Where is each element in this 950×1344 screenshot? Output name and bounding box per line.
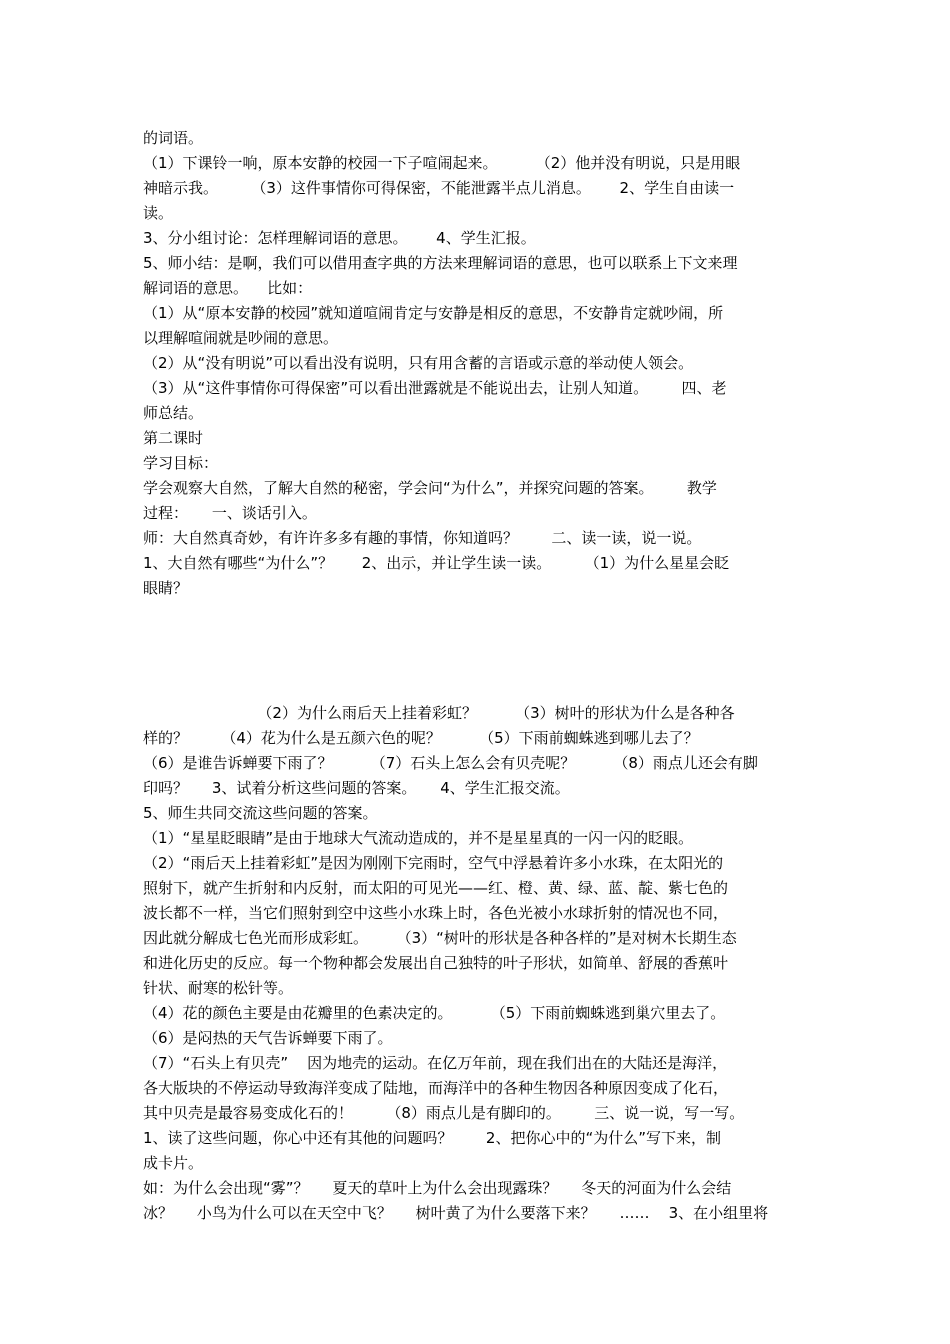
text-line: 师：大自然真奇妙，有许许多多有趣的事情，你知道吗？ 二、读一读，说一说。	[143, 529, 702, 547]
text-line: 如：为什么会出现“雾”？ 夏天的草叶上为什么会出现露珠？ 冬天的河面为什么会结	[143, 1179, 732, 1197]
text-line: 印吗？ 3、试着分析这些问题的答案。 4、学生汇报交流。	[143, 779, 570, 797]
text-line: 过程： 一、谈话引入。	[143, 504, 317, 522]
text-line: 1、大自然有哪些“为什么”？ 2、出示，并让学生读一读。 （1）为什么星星会眨	[143, 554, 730, 572]
text-line: （1）“星星眨眼睛”是由于地球大气流动造成的，并不是星星真的一闪一闪的眨眼。	[143, 829, 694, 847]
text-line: 冰？ 小鸟为什么可以在天空中飞？ 树叶黄了为什么要落下来？ …… 3、在小组里将	[143, 1204, 769, 1222]
text-line: 照射下，就产生折射和内反射，而太阳的可见光——红、橙、黄、绿、蓝、靛、紫七色的	[143, 879, 729, 897]
text-line: 其中贝壳是最容易变成化石的！ （8）雨点儿是有脚印的。 三、说一说，写一写。	[143, 1104, 745, 1122]
text-line: 成卡片。	[143, 1154, 204, 1172]
text-line: 3、分小组讨论：怎样理解词语的意思。 4、学生汇报。	[143, 229, 536, 247]
text-line: （1）下课铃一响，原本安静的校园一下子喧闹起来。 （2）他并没有明说，只是用眼	[143, 154, 741, 172]
text-line: 学会观察大自然，了解大自然的秘密，学会问“为什么”，并探究问题的答案。 教学	[143, 479, 717, 497]
text-line: 波长都不一样，当它们照射到空中这些小水珠上时，各色光被小水球折射的情况也不同，	[143, 904, 729, 922]
text-line: 因此就分解成七色光而形成彩虹。 （3）“树叶的形状是各种各样的”是对树木长期生态	[143, 929, 737, 947]
text-line: （2）为什么雨后天上挂着彩虹？ （3）树叶的形状为什么是各种各	[143, 704, 735, 722]
text-line: 神暗示我。 （3）这件事情你可得保密，不能泄露半点儿消息。 2、学生自由读一	[143, 179, 735, 197]
text-line: 样的？ （4）花为什么是五颜六色的呢？ （5）下雨前蜘蛛逃到哪儿去了？	[143, 729, 699, 747]
text-line: 5、师小结：是啊，我们可以借用查字典的方法来理解词语的意思，也可以联系上下文来理	[143, 254, 738, 272]
text-line: 读。	[143, 204, 174, 222]
text-line: （4）花的颜色主要是由花瓣里的色素决定的。 （5）下雨前蜘蛛逃到巢穴里去了。	[143, 1004, 726, 1022]
text-line: （6）是闷热的天气告诉蝉要下雨了。	[143, 1029, 393, 1047]
text-line: 解词语的意思。 比如：	[143, 279, 313, 297]
text-line: （6）是谁告诉蝉要下雨了？ （7）石头上怎么会有贝壳呢？ （8）雨点儿还会有脚	[143, 754, 758, 772]
section-heading: 第二课时	[143, 429, 204, 447]
text-line: 5、师生共同交流这些问题的答案。	[143, 804, 378, 822]
text-line: 各大版块的不停运动导致海洋变成了陆地，而海洋中的各种生物因各种原因变成了化石，	[143, 1079, 729, 1097]
text-line: （2）“雨后天上挂着彩虹”是因为刚刚下完雨时，空气中浮悬着许多小水珠，在太阳光的	[143, 854, 724, 872]
text-line: 师总结。	[143, 404, 204, 422]
text-line: 以理解喧闹就是吵闹的意思。	[143, 329, 339, 347]
text-line: （2）从“没有明说”可以看出没有说明，只有用含蓄的言语或示意的举动使人领会。	[143, 354, 694, 372]
text-line: 和进化历史的反应。每一个物种都会发展出自己独特的叶子形状，如简单、舒展的香蕉叶	[143, 954, 729, 972]
text-line: （1）从“原本安静的校园”就知道喧闹肯定与安静是相反的意思，不安静肯定就吵闹，所	[143, 304, 724, 322]
text-line: 学习目标：	[143, 454, 219, 472]
text-line: 眼睛？	[143, 579, 189, 597]
text-line: 针状、耐寒的松针等。	[143, 979, 294, 997]
text-line: 1、读了这些问题，你心中还有其他的问题吗？ 2、把你心中的“为什么”写下来，制	[143, 1129, 722, 1147]
text-line: 的词语。	[143, 129, 204, 147]
text-line: （7）“石头上有贝壳” 因为地壳的运动。在亿万年前，现在我们出在的大陆还是海洋，	[143, 1054, 728, 1072]
text-line: （3）从“这件事情你可得保密”可以看出泄露就是不能说出去，让别人知道。 四、老	[143, 379, 727, 397]
